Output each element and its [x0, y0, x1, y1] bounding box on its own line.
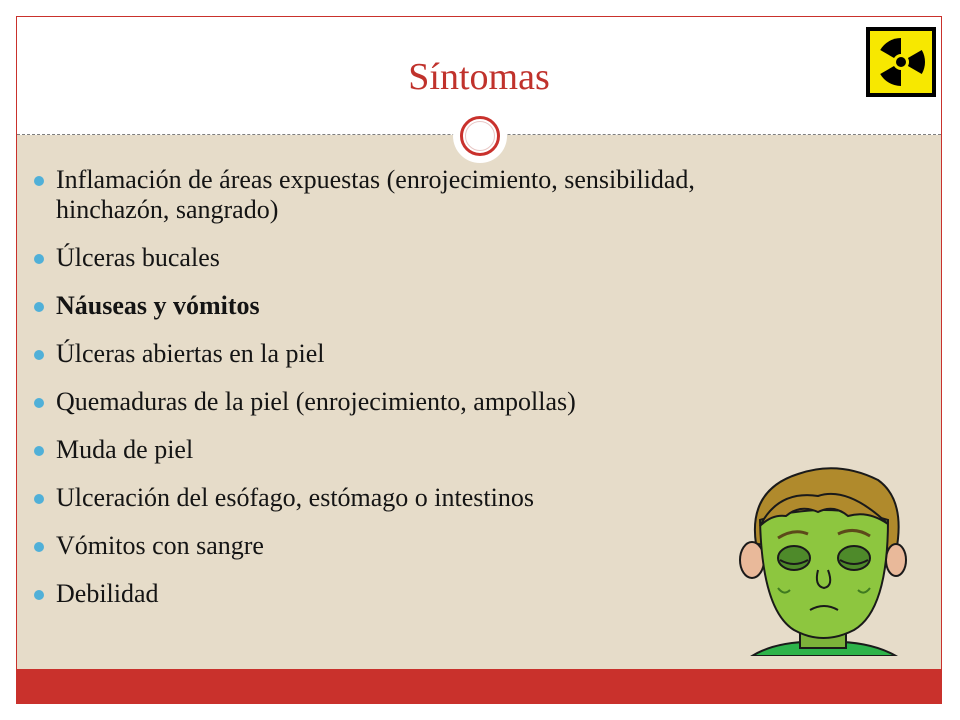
list-item: Náuseas y vómitos [34, 291, 794, 321]
radiation-warning-icon [866, 27, 936, 97]
list-item: Úlceras abiertas en la piel [34, 339, 794, 369]
list-item: Úlceras bucales [34, 243, 794, 273]
decorative-ring-icon [453, 109, 507, 163]
list-item: Muda de piel [34, 435, 794, 465]
list-item: Ulceración del esófago, estómago o intestinos [34, 483, 794, 513]
list-item: Inflamación de áreas expuestas (enrojecimiento, sensibilidad, hinchazón, sangrado) [34, 165, 794, 225]
list-item: Vómitos con sangre [34, 531, 794, 561]
sick-face-illustration [738, 460, 908, 656]
slide-title: Síntomas [408, 56, 550, 98]
symptom-list [34, 165, 794, 627]
footer-bar [17, 669, 941, 704]
list-item: Debilidad [34, 579, 794, 609]
list-item: Quemaduras de la piel (enrojecimiento, ampollas) [34, 387, 794, 417]
